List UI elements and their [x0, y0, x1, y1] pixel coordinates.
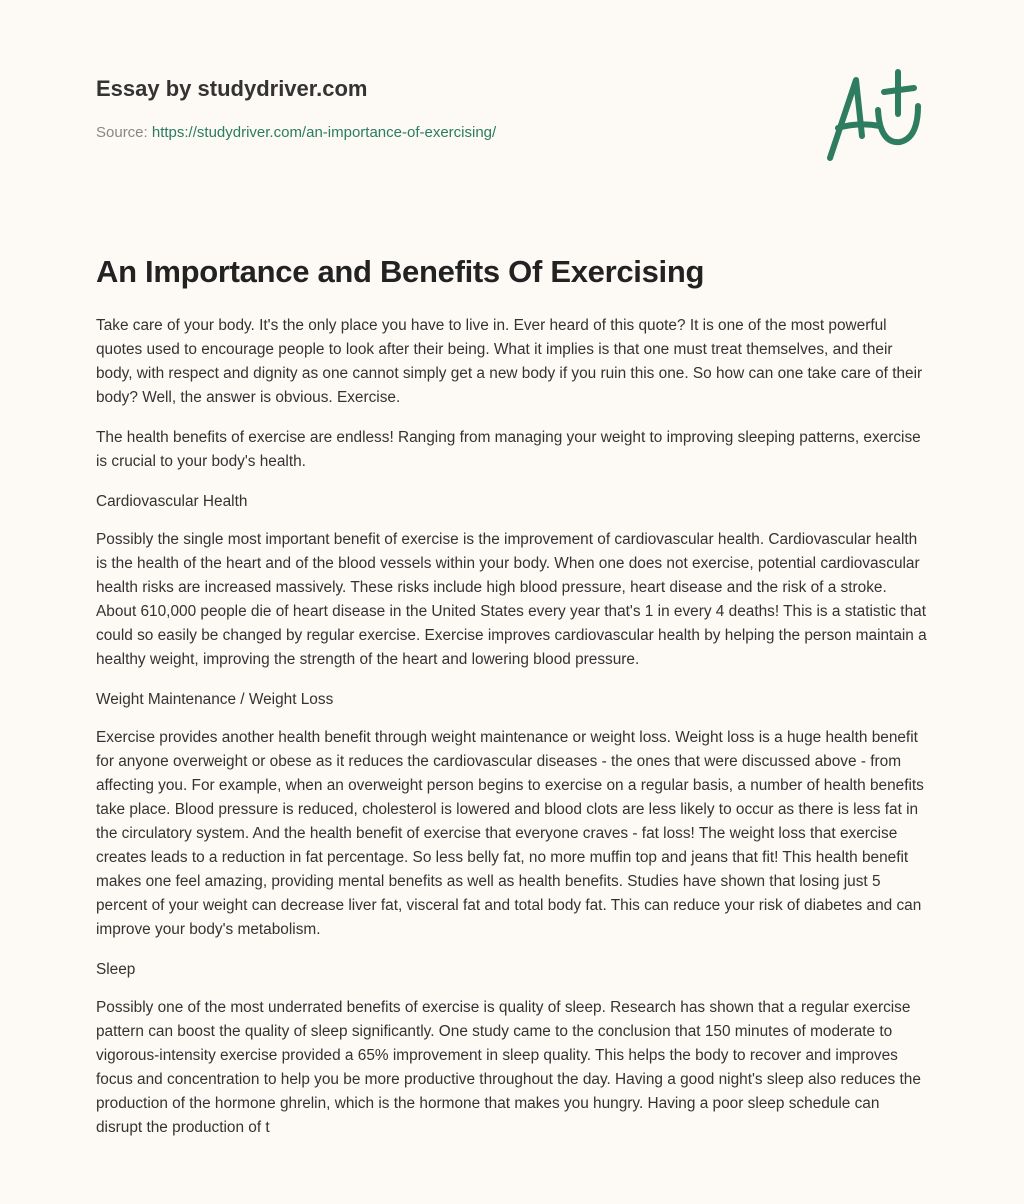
section-heading: Cardiovascular Health: [96, 493, 248, 510]
paragraph: Possibly one of the most underrated benefits of exercise is quality of sleep. Research has shown that a regular exercise pattern can boost the quality of sleep significantly. One study came to the conclusion that 150 minutes of moderate to vigorous-intensity exercise provided a 65% improvement in sleep quality. This helps the body to recover and improves focus and concentration to help you be more productive throughout the day. Having a good night's sleep also reduces the production of the hormone ghrelin, which is the hormone that makes you hungry. Having a poor sleep schedule can disrupt the production of t: [96, 999, 921, 1136]
a-plus-logo-icon: [818, 66, 930, 166]
site-title: Essay by studydriver.com: [96, 76, 368, 101]
section-heading: Sleep: [96, 961, 136, 978]
paragraph: Take care of your body. It's the only place you have to live in. Ever heard of this quote? It is one of the most powerful quotes used to encourage people to look after their being. What it implies is that one must treat themselves, and their body, with respect and dignity as one cannot simply get a new body if you ruin this one. So how can one take care of their body? Well, the answer is obvious. Exercise.: [96, 317, 923, 406]
paragraph: Exercise provides another health benefit through weight maintenance or weight loss. Weight loss is a huge health benefit for anyone overweight or obese as it reduces the cardiovascular diseases - the ones that were discussed above - from affecting you. For example, when an overweight person begins to exercise on a regular basis, a number of health benefits take place. Blood pressure is reduced, cholesterol is lowered and blood clots are less likely to occur as there is less fat in the circulatory system. And the health benefit of exercise that everyone craves - fat loss! The weight loss that exercise creates leads to a reduction in fat percentage. So less belly fat, no more muffin top and jeans that fit! This health benefit makes one feel amazing, providing mental benefits as well as health benefits. Studies have shown that losing just 5 percent of your weight can decrease liver fat, visceral fat and total body fat. This can reduce your risk of diabetes and can improve your body's metabolism.: [96, 729, 924, 938]
source-label: Source:: [96, 124, 148, 141]
source-line: [96, 124, 496, 141]
essay-body: [96, 314, 928, 1156]
essay-title: An Importance and Benefits Of Exercising: [96, 254, 705, 289]
section-heading: Weight Maintenance / Weight Loss: [96, 691, 334, 708]
paragraph: Possibly the single most important benefit of exercise is the improvement of cardiovascular health. Cardiovascular health is the health of the heart and of the blood vessels within your body. When one does not exercise, potential cardiovascular health risks are increased massively. These risks include high blood pressure, heart disease and the risk of a stroke. About 610,000 people die of heart disease in the United States every year that's 1 in every 4 deaths! This is a statistic that could so easily be changed by regular exercise. Exercise improves cardiovascular health by helping the person maintain a healthy weight, improving the strength of the heart and lowering blood pressure.: [96, 531, 927, 668]
source-link[interactable]: https://studydriver.com/an-importance-of-exercising/: [151, 124, 497, 141]
paragraph: The health benefits of exercise are endless! Ranging from managing your weight to improving sleeping patterns, exercise is crucial to your body's health.: [96, 429, 921, 470]
